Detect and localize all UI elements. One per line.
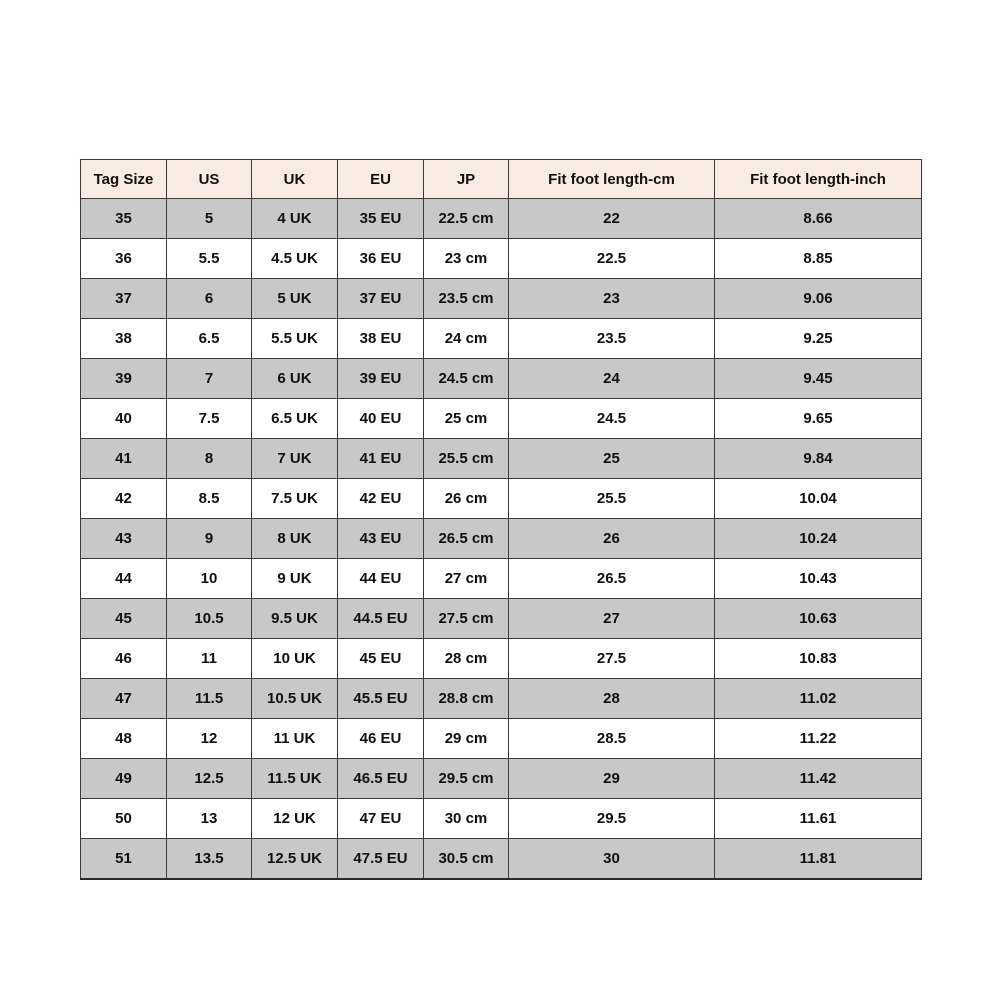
cell-foot-length-inch: 11.22 xyxy=(715,719,922,759)
cell-uk: 4 UK xyxy=(252,199,338,239)
cell-foot-length-cm: 22.5 xyxy=(509,239,715,279)
cell-jp: 28.8 cm xyxy=(424,679,509,719)
cell-eu: 40 EU xyxy=(338,399,424,439)
cell-us: 8 xyxy=(167,439,252,479)
cell-foot-length-inch: 8.66 xyxy=(715,199,922,239)
cell-foot-length-inch: 8.85 xyxy=(715,239,922,279)
cell-uk: 6 UK xyxy=(252,359,338,399)
cell-jp: 25.5 cm xyxy=(424,439,509,479)
cell-uk: 9.5 UK xyxy=(252,599,338,639)
table-row xyxy=(81,319,922,359)
cell-foot-length-inch: 9.06 xyxy=(715,279,922,319)
cell-uk: 10.5 UK xyxy=(252,679,338,719)
cell-eu: 45 EU xyxy=(338,639,424,679)
cell-tag-size: 44 xyxy=(81,559,167,599)
header-uk: UK xyxy=(252,160,338,199)
cell-foot-length-cm: 24.5 xyxy=(509,399,715,439)
table-row xyxy=(81,439,922,479)
cell-us: 13.5 xyxy=(167,839,252,880)
cell-tag-size: 46 xyxy=(81,639,167,679)
cell-foot-length-cm: 25.5 xyxy=(509,479,715,519)
cell-jp: 23 cm xyxy=(424,239,509,279)
cell-foot-length-inch: 10.83 xyxy=(715,639,922,679)
cell-us: 11 xyxy=(167,639,252,679)
cell-eu: 46 EU xyxy=(338,719,424,759)
cell-eu: 38 EU xyxy=(338,319,424,359)
cell-us: 13 xyxy=(167,799,252,839)
cell-foot-length-cm: 23 xyxy=(509,279,715,319)
table-row xyxy=(81,639,922,679)
cell-eu: 39 EU xyxy=(338,359,424,399)
cell-foot-length-cm: 28.5 xyxy=(509,719,715,759)
cell-us: 10.5 xyxy=(167,599,252,639)
cell-tag-size: 37 xyxy=(81,279,167,319)
cell-us: 12 xyxy=(167,719,252,759)
cell-foot-length-inch: 11.42 xyxy=(715,759,922,799)
header-eu: EU xyxy=(338,160,424,199)
cell-jp: 24 cm xyxy=(424,319,509,359)
cell-jp: 26.5 cm xyxy=(424,519,509,559)
cell-tag-size: 41 xyxy=(81,439,167,479)
header-tag-size: Tag Size xyxy=(81,160,167,199)
cell-eu: 37 EU xyxy=(338,279,424,319)
cell-foot-length-inch: 9.25 xyxy=(715,319,922,359)
cell-uk: 7 UK xyxy=(252,439,338,479)
cell-tag-size: 35 xyxy=(81,199,167,239)
cell-uk: 11 UK xyxy=(252,719,338,759)
header-row xyxy=(81,160,922,199)
cell-uk: 9 UK xyxy=(252,559,338,599)
cell-us: 7 xyxy=(167,359,252,399)
cell-foot-length-inch: 11.02 xyxy=(715,679,922,719)
cell-eu: 44 EU xyxy=(338,559,424,599)
cell-foot-length-cm: 28 xyxy=(509,679,715,719)
cell-foot-length-inch: 11.61 xyxy=(715,799,922,839)
cell-tag-size: 38 xyxy=(81,319,167,359)
cell-uk: 11.5 UK xyxy=(252,759,338,799)
cell-foot-length-cm: 27 xyxy=(509,599,715,639)
cell-us: 5.5 xyxy=(167,239,252,279)
table-row xyxy=(81,559,922,599)
cell-us: 10 xyxy=(167,559,252,599)
header-us: US xyxy=(167,160,252,199)
cell-uk: 6.5 UK xyxy=(252,399,338,439)
cell-foot-length-cm: 26 xyxy=(509,519,715,559)
cell-us: 8.5 xyxy=(167,479,252,519)
cell-foot-length-inch: 10.24 xyxy=(715,519,922,559)
cell-us: 5 xyxy=(167,199,252,239)
cell-eu: 36 EU xyxy=(338,239,424,279)
cell-jp: 29.5 cm xyxy=(424,759,509,799)
cell-foot-length-inch: 9.45 xyxy=(715,359,922,399)
cell-jp: 29 cm xyxy=(424,719,509,759)
cell-eu: 42 EU xyxy=(338,479,424,519)
cell-uk: 7.5 UK xyxy=(252,479,338,519)
cell-jp: 23.5 cm xyxy=(424,279,509,319)
cell-foot-length-cm: 23.5 xyxy=(509,319,715,359)
cell-tag-size: 47 xyxy=(81,679,167,719)
cell-uk: 12 UK xyxy=(252,799,338,839)
table-row xyxy=(81,679,922,719)
size-chart-table xyxy=(80,159,922,880)
table-row xyxy=(81,279,922,319)
table-row xyxy=(81,719,922,759)
cell-eu: 47 EU xyxy=(338,799,424,839)
cell-tag-size: 36 xyxy=(81,239,167,279)
cell-uk: 10 UK xyxy=(252,639,338,679)
cell-eu: 46.5 EU xyxy=(338,759,424,799)
cell-eu: 43 EU xyxy=(338,519,424,559)
cell-uk: 4.5 UK xyxy=(252,239,338,279)
cell-tag-size: 39 xyxy=(81,359,167,399)
cell-tag-size: 49 xyxy=(81,759,167,799)
cell-uk: 5.5 UK xyxy=(252,319,338,359)
table-row xyxy=(81,359,922,399)
cell-jp: 22.5 cm xyxy=(424,199,509,239)
cell-foot-length-cm: 29 xyxy=(509,759,715,799)
cell-tag-size: 45 xyxy=(81,599,167,639)
cell-jp: 24.5 cm xyxy=(424,359,509,399)
header-jp: JP xyxy=(424,160,509,199)
cell-us: 12.5 xyxy=(167,759,252,799)
cell-uk: 12.5 UK xyxy=(252,839,338,880)
table-row xyxy=(81,239,922,279)
table-row xyxy=(81,759,922,799)
cell-foot-length-cm: 25 xyxy=(509,439,715,479)
table-row xyxy=(81,519,922,559)
cell-jp: 27 cm xyxy=(424,559,509,599)
cell-foot-length-cm: 26.5 xyxy=(509,559,715,599)
cell-eu: 35 EU xyxy=(338,199,424,239)
cell-us: 9 xyxy=(167,519,252,559)
cell-foot-length-inch: 9.65 xyxy=(715,399,922,439)
cell-eu: 45.5 EU xyxy=(338,679,424,719)
cell-jp: 25 cm xyxy=(424,399,509,439)
table-row xyxy=(81,199,922,239)
cell-tag-size: 42 xyxy=(81,479,167,519)
table-row xyxy=(81,399,922,439)
table-row xyxy=(81,799,922,839)
cell-foot-length-inch: 10.43 xyxy=(715,559,922,599)
cell-foot-length-cm: 30 xyxy=(509,839,715,880)
cell-foot-length-cm: 24 xyxy=(509,359,715,399)
cell-jp: 28 cm xyxy=(424,639,509,679)
cell-jp: 30 cm xyxy=(424,799,509,839)
cell-foot-length-cm: 29.5 xyxy=(509,799,715,839)
cell-foot-length-inch: 10.63 xyxy=(715,599,922,639)
header-foot-length-cm: Fit foot length-cm xyxy=(509,160,715,199)
header-foot-length-inch: Fit foot length-inch xyxy=(715,160,922,199)
cell-us: 7.5 xyxy=(167,399,252,439)
cell-uk: 5 UK xyxy=(252,279,338,319)
cell-us: 6 xyxy=(167,279,252,319)
cell-us: 11.5 xyxy=(167,679,252,719)
cell-tag-size: 43 xyxy=(81,519,167,559)
table-body xyxy=(81,199,922,880)
cell-jp: 27.5 cm xyxy=(424,599,509,639)
cell-jp: 30.5 cm xyxy=(424,839,509,880)
cell-uk: 8 UK xyxy=(252,519,338,559)
cell-eu: 41 EU xyxy=(338,439,424,479)
cell-foot-length-cm: 27.5 xyxy=(509,639,715,679)
cell-tag-size: 48 xyxy=(81,719,167,759)
cell-jp: 26 cm xyxy=(424,479,509,519)
cell-foot-length-inch: 9.84 xyxy=(715,439,922,479)
cell-tag-size: 40 xyxy=(81,399,167,439)
cell-eu: 47.5 EU xyxy=(338,839,424,880)
cell-eu: 44.5 EU xyxy=(338,599,424,639)
table-row xyxy=(81,479,922,519)
cell-tag-size: 51 xyxy=(81,839,167,880)
cell-foot-length-inch: 11.81 xyxy=(715,839,922,880)
table-row xyxy=(81,839,922,880)
cell-us: 6.5 xyxy=(167,319,252,359)
cell-foot-length-cm: 22 xyxy=(509,199,715,239)
cell-tag-size: 50 xyxy=(81,799,167,839)
table-row xyxy=(81,599,922,639)
cell-foot-length-inch: 10.04 xyxy=(715,479,922,519)
